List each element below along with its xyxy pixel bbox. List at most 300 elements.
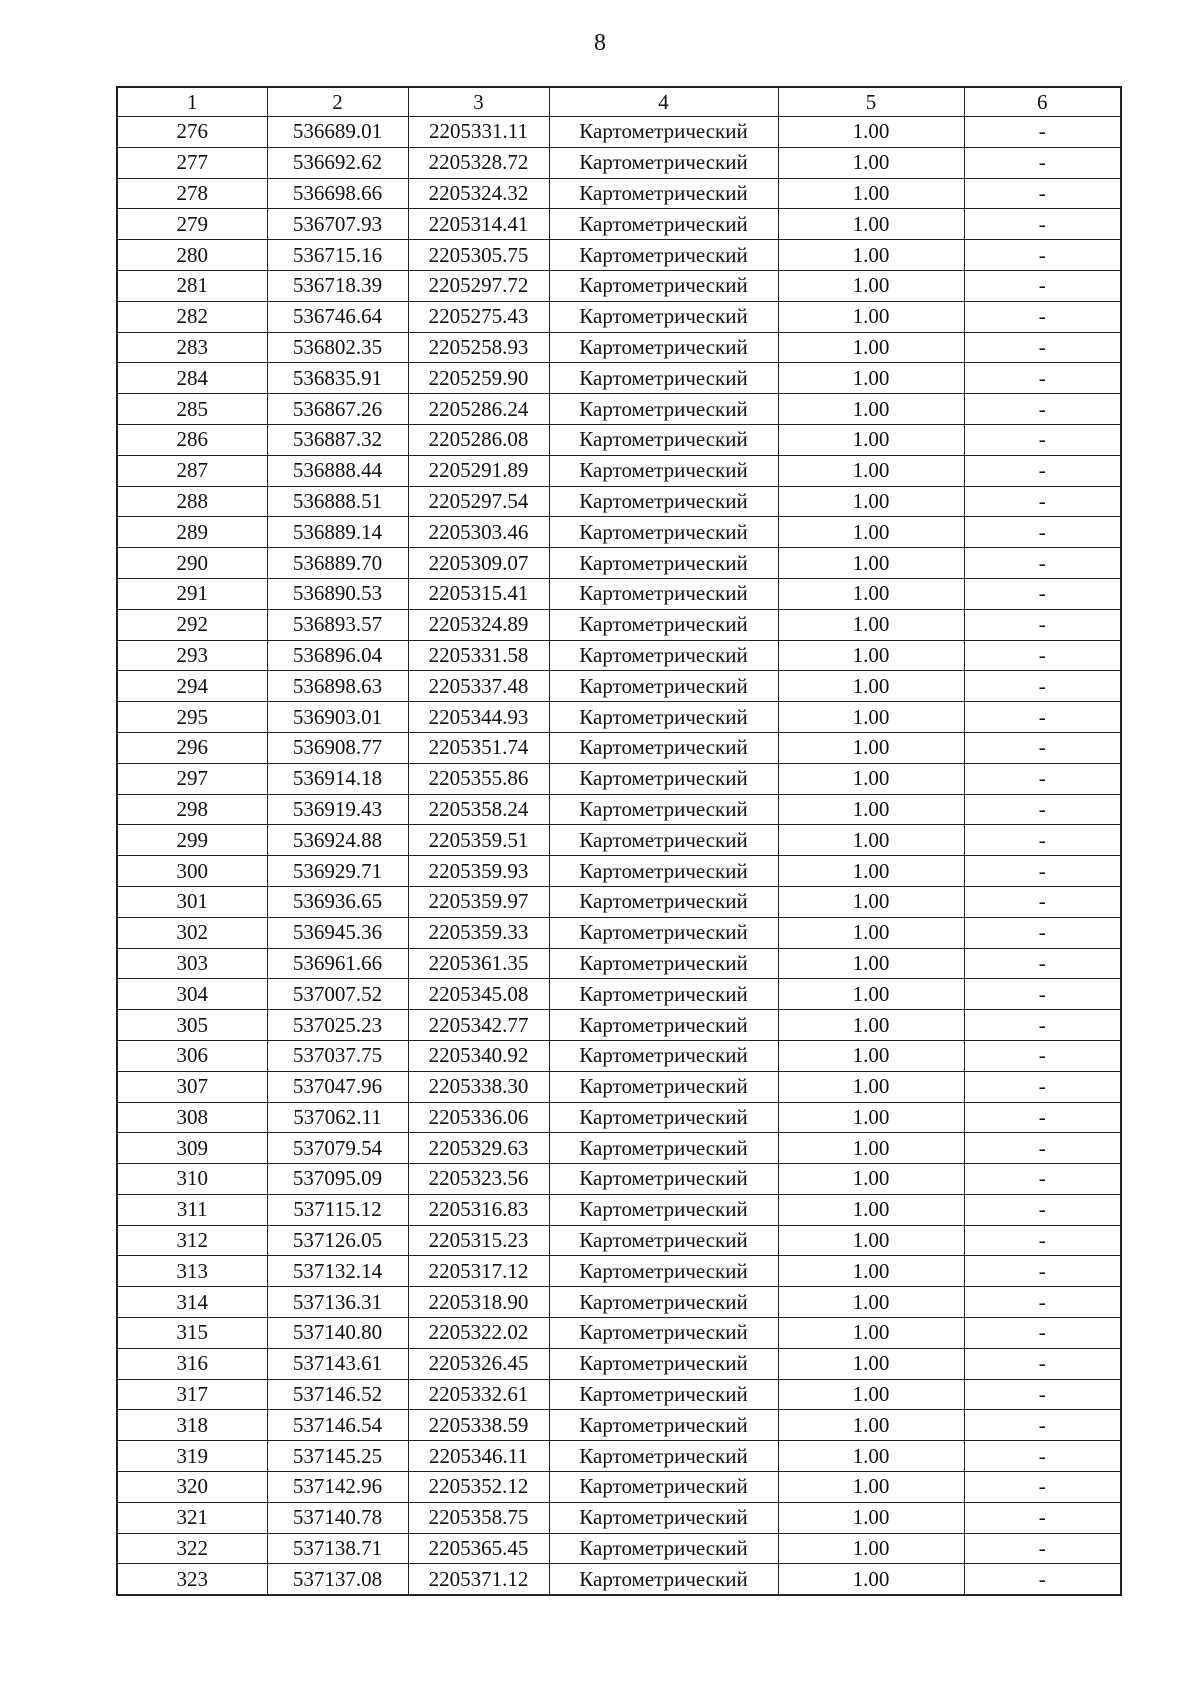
table-row bbox=[117, 1472, 1121, 1503]
accuracy-cell: 1.00 bbox=[778, 917, 964, 948]
point-number-cell: 306 bbox=[117, 1040, 267, 1071]
y-coordinate-cell: 2205340.92 bbox=[408, 1040, 549, 1071]
table-row bbox=[117, 948, 1121, 979]
note-cell: - bbox=[964, 702, 1121, 733]
note-cell: - bbox=[964, 1256, 1121, 1287]
method-cell: Картометрический bbox=[549, 1410, 778, 1441]
accuracy-cell: 1.00 bbox=[778, 332, 964, 363]
y-coordinate-cell: 2205297.54 bbox=[408, 486, 549, 517]
note-cell: - bbox=[964, 1348, 1121, 1379]
accuracy-cell: 1.00 bbox=[778, 178, 964, 209]
note-cell: - bbox=[964, 1287, 1121, 1318]
method-cell: Картометрический bbox=[549, 486, 778, 517]
table-row bbox=[117, 979, 1121, 1010]
method-cell: Картометрический bbox=[549, 1194, 778, 1225]
y-coordinate-cell: 2205324.32 bbox=[408, 178, 549, 209]
accuracy-cell: 1.00 bbox=[778, 117, 964, 148]
note-cell: - bbox=[964, 1502, 1121, 1533]
note-cell: - bbox=[964, 1410, 1121, 1441]
point-number-cell: 316 bbox=[117, 1348, 267, 1379]
x-coordinate-cell: 536908.77 bbox=[267, 732, 408, 763]
method-cell: Картометрический bbox=[549, 394, 778, 425]
x-coordinate-cell: 536888.44 bbox=[267, 455, 408, 486]
point-number-cell: 279 bbox=[117, 209, 267, 240]
accuracy-cell: 1.00 bbox=[778, 763, 964, 794]
point-number-cell: 312 bbox=[117, 1225, 267, 1256]
accuracy-cell: 1.00 bbox=[778, 886, 964, 917]
accuracy-cell: 1.00 bbox=[778, 825, 964, 856]
note-cell: - bbox=[964, 424, 1121, 455]
accuracy-cell: 1.00 bbox=[778, 147, 964, 178]
x-coordinate-cell: 536929.71 bbox=[267, 856, 408, 887]
x-coordinate-cell: 537115.12 bbox=[267, 1194, 408, 1225]
x-coordinate-cell: 536896.04 bbox=[267, 640, 408, 671]
accuracy-cell: 1.00 bbox=[778, 1010, 964, 1041]
method-cell: Картометрический bbox=[549, 178, 778, 209]
accuracy-cell: 1.00 bbox=[778, 1472, 964, 1503]
table-row bbox=[117, 732, 1121, 763]
table-row bbox=[117, 763, 1121, 794]
y-coordinate-cell: 2205309.07 bbox=[408, 548, 549, 579]
y-coordinate-cell: 2205297.72 bbox=[408, 270, 549, 301]
x-coordinate-cell: 537095.09 bbox=[267, 1164, 408, 1195]
x-coordinate-cell: 537137.08 bbox=[267, 1564, 408, 1595]
header-row bbox=[117, 87, 1121, 117]
y-coordinate-cell: 2205315.41 bbox=[408, 578, 549, 609]
accuracy-cell: 1.00 bbox=[778, 1256, 964, 1287]
y-coordinate-cell: 2205291.89 bbox=[408, 455, 549, 486]
x-coordinate-cell: 536945.36 bbox=[267, 917, 408, 948]
note-cell: - bbox=[964, 1040, 1121, 1071]
table-row bbox=[117, 270, 1121, 301]
x-coordinate-cell: 536961.66 bbox=[267, 948, 408, 979]
point-number-cell: 321 bbox=[117, 1502, 267, 1533]
point-number-cell: 278 bbox=[117, 178, 267, 209]
point-number-cell: 301 bbox=[117, 886, 267, 917]
table-row bbox=[117, 1441, 1121, 1472]
y-coordinate-cell: 2205371.12 bbox=[408, 1564, 549, 1595]
method-cell: Картометрический bbox=[549, 886, 778, 917]
column-header-5: 5 bbox=[778, 87, 964, 117]
x-coordinate-cell: 537142.96 bbox=[267, 1472, 408, 1503]
method-cell: Картометрический bbox=[549, 825, 778, 856]
x-coordinate-cell: 536887.32 bbox=[267, 424, 408, 455]
point-number-cell: 320 bbox=[117, 1472, 267, 1503]
method-cell: Картометрический bbox=[549, 578, 778, 609]
note-cell: - bbox=[964, 794, 1121, 825]
x-coordinate-cell: 536698.66 bbox=[267, 178, 408, 209]
x-coordinate-cell: 537037.75 bbox=[267, 1040, 408, 1071]
note-cell: - bbox=[964, 486, 1121, 517]
method-cell: Картометрический bbox=[549, 1472, 778, 1503]
table-row bbox=[117, 1102, 1121, 1133]
table-row bbox=[117, 825, 1121, 856]
x-coordinate-cell: 537146.52 bbox=[267, 1379, 408, 1410]
y-coordinate-cell: 2205342.77 bbox=[408, 1010, 549, 1041]
coordinates-table bbox=[116, 86, 1122, 1596]
point-number-cell: 298 bbox=[117, 794, 267, 825]
point-number-cell: 304 bbox=[117, 979, 267, 1010]
accuracy-cell: 1.00 bbox=[778, 1564, 964, 1595]
table-row bbox=[117, 1348, 1121, 1379]
y-coordinate-cell: 2205359.93 bbox=[408, 856, 549, 887]
y-coordinate-cell: 2205314.41 bbox=[408, 209, 549, 240]
method-cell: Картометрический bbox=[549, 1533, 778, 1564]
table-row bbox=[117, 1194, 1121, 1225]
note-cell: - bbox=[964, 301, 1121, 332]
y-coordinate-cell: 2205258.93 bbox=[408, 332, 549, 363]
method-cell: Картометрический bbox=[549, 455, 778, 486]
accuracy-cell: 1.00 bbox=[778, 1318, 964, 1349]
method-cell: Картометрический bbox=[549, 948, 778, 979]
method-cell: Картометрический bbox=[549, 117, 778, 148]
y-coordinate-cell: 2205352.12 bbox=[408, 1472, 549, 1503]
x-coordinate-cell: 536889.14 bbox=[267, 517, 408, 548]
method-cell: Картометрический bbox=[549, 1318, 778, 1349]
y-coordinate-cell: 2205275.43 bbox=[408, 301, 549, 332]
point-number-cell: 281 bbox=[117, 270, 267, 301]
x-coordinate-cell: 536903.01 bbox=[267, 702, 408, 733]
method-cell: Картометрический bbox=[549, 1102, 778, 1133]
y-coordinate-cell: 2205318.90 bbox=[408, 1287, 549, 1318]
note-cell: - bbox=[964, 1164, 1121, 1195]
point-number-cell: 313 bbox=[117, 1256, 267, 1287]
point-number-cell: 305 bbox=[117, 1010, 267, 1041]
method-cell: Картометрический bbox=[549, 548, 778, 579]
note-cell: - bbox=[964, 979, 1121, 1010]
method-cell: Картометрический bbox=[549, 270, 778, 301]
y-coordinate-cell: 2205329.63 bbox=[408, 1133, 549, 1164]
method-cell: Картометрический bbox=[549, 363, 778, 394]
point-number-cell: 323 bbox=[117, 1564, 267, 1595]
point-number-cell: 282 bbox=[117, 301, 267, 332]
x-coordinate-cell: 537145.25 bbox=[267, 1441, 408, 1472]
accuracy-cell: 1.00 bbox=[778, 1040, 964, 1071]
x-coordinate-cell: 537007.52 bbox=[267, 979, 408, 1010]
method-cell: Картометрический bbox=[549, 1348, 778, 1379]
table-row bbox=[117, 1318, 1121, 1349]
accuracy-cell: 1.00 bbox=[778, 209, 964, 240]
table-row bbox=[117, 640, 1121, 671]
note-cell: - bbox=[964, 825, 1121, 856]
y-coordinate-cell: 2205286.24 bbox=[408, 394, 549, 425]
y-coordinate-cell: 2205359.33 bbox=[408, 917, 549, 948]
x-coordinate-cell: 536802.35 bbox=[267, 332, 408, 363]
table-row bbox=[117, 1564, 1121, 1595]
y-coordinate-cell: 2205286.08 bbox=[408, 424, 549, 455]
x-coordinate-cell: 536893.57 bbox=[267, 609, 408, 640]
point-number-cell: 289 bbox=[117, 517, 267, 548]
point-number-cell: 294 bbox=[117, 671, 267, 702]
x-coordinate-cell: 537146.54 bbox=[267, 1410, 408, 1441]
method-cell: Картометрический bbox=[549, 732, 778, 763]
table-row bbox=[117, 332, 1121, 363]
accuracy-cell: 1.00 bbox=[778, 794, 964, 825]
note-cell: - bbox=[964, 1318, 1121, 1349]
note-cell: - bbox=[964, 270, 1121, 301]
point-number-cell: 311 bbox=[117, 1194, 267, 1225]
note-cell: - bbox=[964, 548, 1121, 579]
table-row bbox=[117, 394, 1121, 425]
y-coordinate-cell: 2205328.72 bbox=[408, 147, 549, 178]
note-cell: - bbox=[964, 147, 1121, 178]
note-cell: - bbox=[964, 640, 1121, 671]
accuracy-cell: 1.00 bbox=[778, 609, 964, 640]
table-row bbox=[117, 178, 1121, 209]
accuracy-cell: 1.00 bbox=[778, 1102, 964, 1133]
method-cell: Картометрический bbox=[549, 1502, 778, 1533]
method-cell: Картометрический bbox=[549, 702, 778, 733]
x-coordinate-cell: 536718.39 bbox=[267, 270, 408, 301]
point-number-cell: 286 bbox=[117, 424, 267, 455]
y-coordinate-cell: 2205359.97 bbox=[408, 886, 549, 917]
point-number-cell: 284 bbox=[117, 363, 267, 394]
y-coordinate-cell: 2205305.75 bbox=[408, 240, 549, 271]
x-coordinate-cell: 536924.88 bbox=[267, 825, 408, 856]
method-cell: Картометрический bbox=[549, 147, 778, 178]
y-coordinate-cell: 2205316.83 bbox=[408, 1194, 549, 1225]
note-cell: - bbox=[964, 117, 1121, 148]
accuracy-cell: 1.00 bbox=[778, 363, 964, 394]
table-row bbox=[117, 147, 1121, 178]
accuracy-cell: 1.00 bbox=[778, 240, 964, 271]
table-row bbox=[117, 548, 1121, 579]
accuracy-cell: 1.00 bbox=[778, 1287, 964, 1318]
accuracy-cell: 1.00 bbox=[778, 1533, 964, 1564]
method-cell: Картометрический bbox=[549, 301, 778, 332]
table-row bbox=[117, 363, 1121, 394]
point-number-cell: 296 bbox=[117, 732, 267, 763]
column-header-2: 2 bbox=[267, 87, 408, 117]
accuracy-cell: 1.00 bbox=[778, 1379, 964, 1410]
x-coordinate-cell: 537132.14 bbox=[267, 1256, 408, 1287]
x-coordinate-cell: 537138.71 bbox=[267, 1533, 408, 1564]
accuracy-cell: 1.00 bbox=[778, 455, 964, 486]
table-row bbox=[117, 486, 1121, 517]
y-coordinate-cell: 2205315.23 bbox=[408, 1225, 549, 1256]
accuracy-cell: 1.00 bbox=[778, 1348, 964, 1379]
accuracy-cell: 1.00 bbox=[778, 1164, 964, 1195]
table-row bbox=[117, 209, 1121, 240]
method-cell: Картометрический bbox=[549, 763, 778, 794]
note-cell: - bbox=[964, 886, 1121, 917]
table-row bbox=[117, 794, 1121, 825]
accuracy-cell: 1.00 bbox=[778, 732, 964, 763]
note-cell: - bbox=[964, 1225, 1121, 1256]
accuracy-cell: 1.00 bbox=[778, 979, 964, 1010]
y-coordinate-cell: 2205259.90 bbox=[408, 363, 549, 394]
point-number-cell: 285 bbox=[117, 394, 267, 425]
point-number-cell: 280 bbox=[117, 240, 267, 271]
note-cell: - bbox=[964, 732, 1121, 763]
method-cell: Картометрический bbox=[549, 517, 778, 548]
x-coordinate-cell: 536689.01 bbox=[267, 117, 408, 148]
point-number-cell: 277 bbox=[117, 147, 267, 178]
note-cell: - bbox=[964, 1564, 1121, 1595]
x-coordinate-cell: 536888.51 bbox=[267, 486, 408, 517]
table-row bbox=[117, 856, 1121, 887]
column-header-3: 3 bbox=[408, 87, 549, 117]
x-coordinate-cell: 537126.05 bbox=[267, 1225, 408, 1256]
note-cell: - bbox=[964, 856, 1121, 887]
y-coordinate-cell: 2205338.59 bbox=[408, 1410, 549, 1441]
y-coordinate-cell: 2205358.75 bbox=[408, 1502, 549, 1533]
column-header-6: 6 bbox=[964, 87, 1121, 117]
accuracy-cell: 1.00 bbox=[778, 640, 964, 671]
note-cell: - bbox=[964, 455, 1121, 486]
point-number-cell: 276 bbox=[117, 117, 267, 148]
note-cell: - bbox=[964, 1102, 1121, 1133]
y-coordinate-cell: 2205332.61 bbox=[408, 1379, 549, 1410]
table-row bbox=[117, 578, 1121, 609]
x-coordinate-cell: 536835.91 bbox=[267, 363, 408, 394]
accuracy-cell: 1.00 bbox=[778, 394, 964, 425]
table-row bbox=[117, 1502, 1121, 1533]
table-row bbox=[117, 1287, 1121, 1318]
y-coordinate-cell: 2205303.46 bbox=[408, 517, 549, 548]
note-cell: - bbox=[964, 1194, 1121, 1225]
table-row bbox=[117, 517, 1121, 548]
note-cell: - bbox=[964, 363, 1121, 394]
method-cell: Картометрический bbox=[549, 1225, 778, 1256]
point-number-cell: 291 bbox=[117, 578, 267, 609]
table-row bbox=[117, 117, 1121, 148]
note-cell: - bbox=[964, 1441, 1121, 1472]
table-row bbox=[117, 1533, 1121, 1564]
y-coordinate-cell: 2205323.56 bbox=[408, 1164, 549, 1195]
y-coordinate-cell: 2205355.86 bbox=[408, 763, 549, 794]
note-cell: - bbox=[964, 609, 1121, 640]
y-coordinate-cell: 2205358.24 bbox=[408, 794, 549, 825]
accuracy-cell: 1.00 bbox=[778, 856, 964, 887]
point-number-cell: 303 bbox=[117, 948, 267, 979]
method-cell: Картометрический bbox=[549, 240, 778, 271]
note-cell: - bbox=[964, 240, 1121, 271]
y-coordinate-cell: 2205322.02 bbox=[408, 1318, 549, 1349]
point-number-cell: 307 bbox=[117, 1071, 267, 1102]
method-cell: Картометрический bbox=[549, 1133, 778, 1164]
note-cell: - bbox=[964, 209, 1121, 240]
method-cell: Картометрический bbox=[549, 209, 778, 240]
note-cell: - bbox=[964, 394, 1121, 425]
point-number-cell: 314 bbox=[117, 1287, 267, 1318]
note-cell: - bbox=[964, 917, 1121, 948]
note-cell: - bbox=[964, 948, 1121, 979]
method-cell: Картометрический bbox=[549, 609, 778, 640]
table-header bbox=[117, 87, 1121, 117]
note-cell: - bbox=[964, 178, 1121, 209]
y-coordinate-cell: 2205359.51 bbox=[408, 825, 549, 856]
x-coordinate-cell: 537047.96 bbox=[267, 1071, 408, 1102]
x-coordinate-cell: 536715.16 bbox=[267, 240, 408, 271]
method-cell: Картометрический bbox=[549, 1071, 778, 1102]
y-coordinate-cell: 2205326.45 bbox=[408, 1348, 549, 1379]
point-number-cell: 287 bbox=[117, 455, 267, 486]
table-body bbox=[117, 117, 1121, 1596]
note-cell: - bbox=[964, 1010, 1121, 1041]
method-cell: Картометрический bbox=[549, 1164, 778, 1195]
table-row bbox=[117, 1071, 1121, 1102]
point-number-cell: 309 bbox=[117, 1133, 267, 1164]
x-coordinate-cell: 537062.11 bbox=[267, 1102, 408, 1133]
accuracy-cell: 1.00 bbox=[778, 1225, 964, 1256]
table-row bbox=[117, 1410, 1121, 1441]
point-number-cell: 297 bbox=[117, 763, 267, 794]
point-number-cell: 290 bbox=[117, 548, 267, 579]
x-coordinate-cell: 536889.70 bbox=[267, 548, 408, 579]
method-cell: Картометрический bbox=[549, 794, 778, 825]
point-number-cell: 299 bbox=[117, 825, 267, 856]
point-number-cell: 300 bbox=[117, 856, 267, 887]
x-coordinate-cell: 536890.53 bbox=[267, 578, 408, 609]
accuracy-cell: 1.00 bbox=[778, 671, 964, 702]
x-coordinate-cell: 536936.65 bbox=[267, 886, 408, 917]
y-coordinate-cell: 2205351.74 bbox=[408, 732, 549, 763]
y-coordinate-cell: 2205338.30 bbox=[408, 1071, 549, 1102]
method-cell: Картометрический bbox=[549, 979, 778, 1010]
x-coordinate-cell: 536707.93 bbox=[267, 209, 408, 240]
accuracy-cell: 1.00 bbox=[778, 1133, 964, 1164]
accuracy-cell: 1.00 bbox=[778, 702, 964, 733]
accuracy-cell: 1.00 bbox=[778, 1502, 964, 1533]
point-number-cell: 319 bbox=[117, 1441, 267, 1472]
point-number-cell: 295 bbox=[117, 702, 267, 733]
point-number-cell: 288 bbox=[117, 486, 267, 517]
x-coordinate-cell: 537025.23 bbox=[267, 1010, 408, 1041]
y-coordinate-cell: 2205337.48 bbox=[408, 671, 549, 702]
method-cell: Картометрический bbox=[549, 1564, 778, 1595]
x-coordinate-cell: 536692.62 bbox=[267, 147, 408, 178]
note-cell: - bbox=[964, 763, 1121, 794]
method-cell: Картометрический bbox=[549, 1010, 778, 1041]
note-cell: - bbox=[964, 1071, 1121, 1102]
method-cell: Картометрический bbox=[549, 640, 778, 671]
note-cell: - bbox=[964, 517, 1121, 548]
x-coordinate-cell: 537140.78 bbox=[267, 1502, 408, 1533]
point-number-cell: 292 bbox=[117, 609, 267, 640]
note-cell: - bbox=[964, 1379, 1121, 1410]
method-cell: Картометрический bbox=[549, 1441, 778, 1472]
y-coordinate-cell: 2205336.06 bbox=[408, 1102, 549, 1133]
method-cell: Картометрический bbox=[549, 1040, 778, 1071]
x-coordinate-cell: 537136.31 bbox=[267, 1287, 408, 1318]
y-coordinate-cell: 2205317.12 bbox=[408, 1256, 549, 1287]
x-coordinate-cell: 536867.26 bbox=[267, 394, 408, 425]
accuracy-cell: 1.00 bbox=[778, 424, 964, 455]
method-cell: Картометрический bbox=[549, 1379, 778, 1410]
method-cell: Картометрический bbox=[549, 856, 778, 887]
method-cell: Картометрический bbox=[549, 424, 778, 455]
method-cell: Картометрический bbox=[549, 1287, 778, 1318]
point-number-cell: 310 bbox=[117, 1164, 267, 1195]
y-coordinate-cell: 2205344.93 bbox=[408, 702, 549, 733]
accuracy-cell: 1.00 bbox=[778, 1441, 964, 1472]
point-number-cell: 315 bbox=[117, 1318, 267, 1349]
accuracy-cell: 1.00 bbox=[778, 270, 964, 301]
note-cell: - bbox=[964, 1472, 1121, 1503]
accuracy-cell: 1.00 bbox=[778, 548, 964, 579]
x-coordinate-cell: 536919.43 bbox=[267, 794, 408, 825]
table-row bbox=[117, 886, 1121, 917]
note-cell: - bbox=[964, 332, 1121, 363]
accuracy-cell: 1.00 bbox=[778, 1410, 964, 1441]
table-row bbox=[117, 917, 1121, 948]
x-coordinate-cell: 537143.61 bbox=[267, 1348, 408, 1379]
table-row bbox=[117, 1133, 1121, 1164]
column-header-1: 1 bbox=[117, 87, 267, 117]
accuracy-cell: 1.00 bbox=[778, 301, 964, 332]
x-coordinate-cell: 536898.63 bbox=[267, 671, 408, 702]
